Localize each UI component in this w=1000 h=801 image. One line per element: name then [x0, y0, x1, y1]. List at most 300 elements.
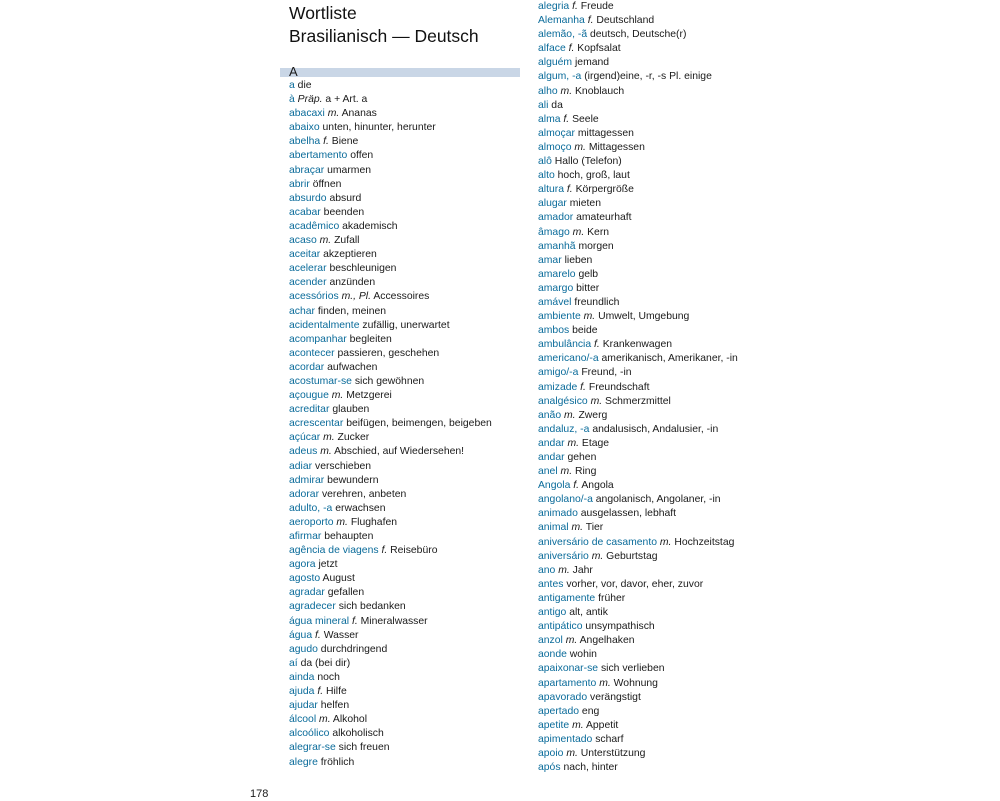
translation: passieren, geschehen — [337, 347, 440, 359]
translation: Appetit — [585, 719, 619, 731]
dictionary-entry — [538, 366, 738, 380]
headword: alma — [538, 113, 561, 125]
title-line-1: Wortliste — [289, 3, 357, 23]
dictionary-entry — [538, 677, 738, 691]
grammar-note: f. — [594, 339, 600, 351]
headword: apaixonar-se — [538, 663, 599, 675]
dictionary-entry — [289, 600, 492, 614]
dictionary-entry — [289, 121, 492, 135]
grammar-note: f. — [587, 15, 594, 27]
translation: Wohnung — [613, 677, 658, 689]
headword: amarelo — [538, 268, 576, 280]
translation: bewundern — [327, 474, 379, 486]
headword: americano/-a — [538, 353, 599, 365]
translation: Kern — [587, 226, 610, 238]
headword: ambos — [538, 325, 570, 337]
dictionary-entry — [289, 149, 492, 163]
dictionary-entry — [289, 727, 492, 741]
headword: abertamento — [289, 150, 348, 162]
translation: scharf — [595, 733, 624, 745]
dictionary-entry — [538, 381, 738, 395]
headword: algum, -a — [538, 71, 582, 83]
translation: aufwachen — [327, 361, 378, 373]
translation: öffnen — [312, 178, 342, 190]
headword: acontecer — [289, 347, 335, 359]
grammar-note: m. — [590, 395, 603, 407]
grammar-note: f. — [381, 545, 388, 557]
translation: sich freuen — [338, 742, 390, 754]
dictionary-entry — [289, 319, 492, 333]
headword: amizade — [538, 381, 578, 393]
dictionary-entry — [538, 479, 738, 493]
headword: âmago — [538, 226, 570, 238]
dictionary-entry — [289, 164, 492, 178]
dictionary-entry — [289, 192, 492, 206]
translation: a + Art. a — [325, 94, 368, 106]
headword: agosto — [289, 573, 321, 585]
translation: Reisebüro — [390, 545, 438, 557]
translation: noch — [317, 671, 340, 683]
dictionary-entry — [289, 347, 492, 361]
translation: Zucker — [337, 432, 370, 444]
page-title — [289, 2, 479, 48]
headword: andar — [538, 452, 565, 463]
dictionary-entry — [538, 197, 738, 211]
translation: Etage — [581, 437, 610, 449]
translation: Angola — [581, 480, 614, 492]
dictionary-entry — [289, 502, 492, 516]
dictionary-entry — [289, 417, 492, 431]
dictionary-entry — [538, 648, 738, 662]
translation: früher — [598, 592, 626, 604]
translation: nach, hinter — [563, 762, 618, 774]
dictionary-entry — [538, 85, 738, 99]
translation: behaupten — [324, 531, 374, 542]
headword: alguém — [538, 57, 573, 69]
dictionary-entry — [289, 558, 492, 572]
grammar-note: f. — [323, 136, 329, 148]
dictionary-entry — [538, 226, 738, 240]
headword: ano — [538, 564, 556, 576]
translation: Seele — [572, 113, 599, 125]
headword: ambiente — [538, 311, 581, 323]
headword: antigamente — [538, 592, 596, 604]
translation: jetzt — [318, 559, 338, 571]
translation: andalusisch, Andalusier, -in — [592, 423, 719, 435]
headword: altura — [538, 184, 564, 196]
headword: alcoólico — [289, 728, 330, 740]
grammar-note: f. — [580, 381, 586, 393]
translation: Tier — [585, 522, 604, 534]
translation: gehen — [567, 452, 597, 463]
translation: zufällig, unerwartet — [362, 319, 450, 331]
headword: andaluz, -a — [538, 423, 590, 435]
translation: beschleunigen — [329, 263, 397, 275]
headword: acadêmico — [289, 220, 340, 232]
translation: Freund, -in — [581, 367, 632, 379]
dictionary-entry — [289, 290, 492, 304]
translation: alt, antik — [569, 607, 608, 619]
translation: Abschied, auf Wiedersehen! — [334, 446, 465, 458]
dictionary-entry — [538, 70, 738, 84]
headword: antigo — [538, 607, 567, 619]
headword: aí — [289, 657, 298, 669]
translation: Deutschland — [596, 15, 655, 27]
grammar-note: f. — [563, 113, 570, 125]
grammar-note: m. — [560, 85, 573, 97]
headword: açúcar — [289, 432, 321, 444]
dictionary-entry — [538, 747, 738, 761]
dictionary-entry — [538, 395, 738, 409]
headword: acelerar — [289, 263, 327, 275]
translation: glauben — [332, 404, 370, 416]
translation: Schmerzmittel — [605, 395, 671, 407]
dictionary-entry — [289, 530, 492, 544]
headword: acompanhar — [289, 333, 347, 345]
headword: afirmar — [289, 531, 322, 542]
dictionary-entry — [538, 268, 738, 282]
grammar-note: m. — [327, 108, 340, 120]
headword: ajudar — [289, 700, 318, 712]
translation: unsympathisch — [585, 621, 655, 633]
grammar-note: m. — [591, 550, 604, 562]
dictionary-entry — [538, 211, 738, 225]
dictionary-entry — [289, 460, 492, 474]
headword: alegrar-se — [289, 742, 336, 754]
translation: Biene — [331, 136, 359, 148]
dictionary-entry — [289, 685, 492, 699]
translation: Wasser — [323, 629, 359, 641]
grammar-note: f. — [572, 1, 578, 12]
grammar-note: f. — [573, 480, 580, 492]
dictionary-entry — [289, 389, 492, 403]
headword: açougue — [289, 390, 329, 402]
headword: amável — [538, 296, 572, 308]
translation: verehren, anbeten — [321, 488, 407, 500]
dictionary-entry — [289, 615, 492, 629]
translation: da (bei dir) — [300, 657, 351, 669]
headword: à — [289, 94, 295, 106]
dictionary-entry — [289, 629, 492, 643]
headword: amanhã — [538, 240, 576, 252]
dictionary-entry — [538, 536, 738, 550]
dictionary-entry — [538, 564, 738, 578]
headword: aeroporto — [289, 516, 334, 528]
translation: Angelhaken — [579, 635, 635, 647]
headword: Angola — [538, 480, 571, 492]
headword: amigo/-a — [538, 367, 579, 379]
headword: alegre — [289, 756, 318, 768]
dictionary-entry — [538, 493, 738, 507]
grammar-note: f. — [566, 184, 573, 196]
translation: unten, hinunter, herunter — [322, 122, 436, 134]
dictionary-entry — [538, 254, 738, 268]
grammar-note: m. — [564, 409, 576, 421]
translation: Ananas — [341, 108, 377, 120]
translation: sich verlieben — [600, 663, 665, 675]
dictionary-entry — [538, 705, 738, 719]
dictionary-entry — [538, 465, 738, 479]
dictionary-entry — [289, 234, 492, 248]
left-column — [289, 79, 492, 770]
grammar-note: m. — [571, 522, 584, 534]
headword: acessórios — [289, 291, 339, 303]
translation: begleiten — [349, 333, 392, 345]
translation: Zufall — [334, 235, 360, 247]
translation: Unterstützung — [580, 747, 646, 759]
dictionary-entry — [289, 305, 492, 319]
headword: água mineral — [289, 615, 350, 627]
dictionary-entry — [538, 691, 738, 705]
headword: acrescentar — [289, 418, 344, 430]
dictionary-entry — [538, 620, 738, 634]
translation: Knoblauch — [574, 85, 625, 97]
headword: alô — [538, 156, 552, 168]
grammar-note: m. — [599, 677, 611, 689]
dictionary-entry — [289, 756, 492, 770]
grammar-note: f. — [315, 629, 321, 641]
dictionary-entry — [538, 592, 738, 606]
dictionary-entry — [538, 42, 738, 56]
headword: ambulância — [538, 339, 592, 351]
headword: apartamento — [538, 677, 597, 689]
headword: ajuda — [289, 686, 315, 698]
headword: alface — [538, 43, 566, 55]
translation: durchdringend — [320, 643, 388, 655]
dictionary-entry — [289, 516, 492, 530]
headword: abaixo — [289, 122, 320, 134]
headword: alho — [538, 85, 558, 97]
headword: aniversário de casamento — [538, 536, 657, 548]
translation: Krankenwagen — [602, 339, 673, 351]
dictionary-entry — [538, 0, 738, 14]
headword: após — [538, 762, 561, 774]
headword: acidentalmente — [289, 319, 360, 331]
translation: sich gewöhnen — [354, 375, 425, 387]
dictionary-entry — [289, 544, 492, 558]
grammar-note: m. — [574, 141, 586, 153]
dictionary-entry — [289, 375, 492, 389]
headword: abraçar — [289, 164, 325, 176]
dictionary-entry — [538, 733, 738, 747]
grammar-note: m. — [572, 226, 585, 238]
grammar-note: m. — [319, 714, 331, 726]
dictionary-entry — [538, 352, 738, 366]
dictionary-entry — [289, 699, 492, 713]
grammar-note: m. — [572, 719, 584, 731]
translation: Ring — [574, 466, 597, 478]
headword: almoçar — [538, 127, 575, 139]
grammar-note: m. — [320, 446, 332, 458]
translation: Mittagessen — [588, 141, 645, 153]
headword: angolano/-a — [538, 494, 593, 506]
grammar-note: m. — [558, 564, 570, 576]
translation: die — [297, 80, 312, 91]
dictionary-entry — [289, 206, 492, 220]
grammar-note: m. — [566, 747, 578, 759]
dictionary-entry — [538, 324, 738, 338]
translation: Hilfe — [326, 686, 347, 698]
grammar-note: f. — [351, 615, 358, 627]
dictionary-entry — [289, 248, 492, 262]
translation: mittagessen — [577, 127, 634, 139]
dictionary-entry — [538, 113, 738, 127]
translation: Kopfsalat — [577, 43, 621, 55]
translation: sich bedanken — [338, 601, 406, 613]
dictionary-entry — [538, 451, 738, 465]
headword: álcool — [289, 714, 317, 726]
grammar-note: m. — [583, 311, 596, 323]
headword: agudo — [289, 643, 318, 655]
dictionary-entry — [538, 761, 738, 775]
translation: freundlich — [574, 296, 620, 308]
dictionary-entry — [289, 741, 492, 755]
grammar-note: m. — [323, 432, 335, 444]
headword: agradecer — [289, 601, 336, 613]
dictionary-entry — [289, 361, 492, 375]
headword: a — [289, 80, 295, 91]
dictionary-entry — [538, 28, 738, 42]
grammar-note: m. — [659, 536, 672, 548]
translation: verschieben — [315, 460, 372, 472]
translation: offen — [350, 150, 374, 162]
headword: adiar — [289, 460, 313, 472]
dictionary-entry — [538, 634, 738, 648]
dictionary-entry — [538, 437, 738, 451]
translation: beide — [572, 325, 598, 337]
translation: beifügen, beimengen, beigeben — [346, 418, 492, 430]
dictionary-entry — [289, 643, 492, 657]
dictionary-entry — [538, 99, 738, 113]
translation: Freundschaft — [588, 381, 650, 393]
dictionary-entry — [538, 662, 738, 676]
translation: alkoholisch — [332, 728, 384, 740]
headword: almoço — [538, 141, 572, 153]
headword: abrir — [289, 178, 310, 190]
section-letter-bar — [280, 68, 520, 77]
grammar-note: f. — [568, 43, 575, 55]
headword: agora — [289, 559, 316, 571]
translation: finden, meinen — [317, 305, 387, 317]
headword: andar — [538, 437, 565, 449]
headword: agradar — [289, 587, 325, 599]
headword: antes — [538, 578, 564, 590]
translation: Geburtstag — [606, 550, 658, 562]
dictionary-entry — [538, 423, 738, 437]
grammar-note: m. — [560, 466, 573, 478]
translation: helfen — [320, 700, 350, 712]
dictionary-entry — [289, 220, 492, 234]
translation: jemand — [574, 57, 610, 69]
translation: Flughafen — [350, 516, 398, 528]
dictionary-entry — [289, 572, 492, 586]
headword: acreditar — [289, 404, 330, 416]
translation: anzünden — [329, 277, 376, 289]
translation: wohin — [569, 649, 597, 661]
grammar-note: m. — [331, 390, 344, 402]
headword: analgésico — [538, 395, 588, 407]
grammar-note: m. — [565, 635, 578, 647]
dictionary-entry — [538, 409, 738, 423]
headword: antipático — [538, 621, 583, 633]
dictionary-entry — [289, 333, 492, 347]
dictionary-entry — [538, 282, 738, 296]
headword: anão — [538, 409, 562, 421]
headword: adorar — [289, 488, 320, 500]
dictionary-entry — [538, 183, 738, 197]
headword: amargo — [538, 282, 574, 294]
dictionary-entry — [538, 155, 738, 169]
translation: Freude — [580, 1, 614, 12]
grammar-note: m., Pl. — [341, 291, 372, 303]
headword: anzol — [538, 635, 563, 647]
dictionary-entry — [289, 671, 492, 685]
dictionary-entry — [538, 14, 738, 28]
grammar-note: f. — [317, 686, 324, 698]
right-column — [538, 0, 738, 775]
dictionary-entry — [289, 431, 492, 445]
headword: apavorado — [538, 691, 588, 703]
dictionary-entry — [538, 169, 738, 183]
dictionary-entry — [289, 713, 492, 727]
headword: ali — [538, 99, 549, 111]
headword: animado — [538, 508, 578, 520]
headword: apetite — [538, 719, 570, 731]
headword: adulto, -a — [289, 502, 333, 514]
section-letter: A — [289, 64, 298, 79]
dictionary-entry — [538, 719, 738, 733]
headword: abelha — [289, 136, 321, 148]
translation: Umwelt, Umgebung — [598, 311, 690, 323]
dictionary-entry — [538, 578, 738, 592]
dictionary-entry — [289, 276, 492, 290]
translation: Jahr — [572, 564, 593, 576]
translation: fröhlich — [320, 756, 355, 768]
dictionary-entry — [538, 296, 738, 310]
headword: amador — [538, 212, 574, 224]
translation: mieten — [569, 198, 601, 210]
translation: bitter — [576, 282, 600, 294]
dictionary-entry — [538, 127, 738, 141]
headword: acordar — [289, 361, 325, 373]
translation: akzeptieren — [323, 249, 377, 261]
headword: acostumar-se — [289, 375, 352, 387]
headword: abacaxi — [289, 108, 325, 120]
translation: deutsch, Deutsche(r) — [589, 29, 687, 41]
dictionary-entry — [538, 56, 738, 70]
dictionary-entry — [538, 550, 738, 564]
dictionary-entry — [538, 310, 738, 324]
translation: Accessoires — [373, 291, 430, 303]
headword: alugar — [538, 198, 567, 210]
headword: amar — [538, 254, 562, 266]
translation: da — [551, 99, 563, 111]
headword: agência de viagens — [289, 545, 379, 557]
headword: ainda — [289, 671, 315, 683]
translation: Zwerg — [578, 409, 608, 421]
translation: angolanisch, Angolaner, -in — [595, 494, 721, 506]
headword: adeus — [289, 446, 318, 458]
dictionary-entry — [538, 521, 738, 535]
dictionary-entry — [289, 79, 492, 93]
dictionary-entry — [289, 657, 492, 671]
headword: Alemanha — [538, 15, 585, 27]
translation: (irgend)eine, -r, -s Pl. einige — [584, 71, 712, 83]
translation: absurd — [329, 192, 362, 204]
grammar-note: Präp. — [297, 94, 323, 106]
headword: alegria — [538, 1, 570, 12]
translation: erwachsen — [335, 502, 386, 514]
